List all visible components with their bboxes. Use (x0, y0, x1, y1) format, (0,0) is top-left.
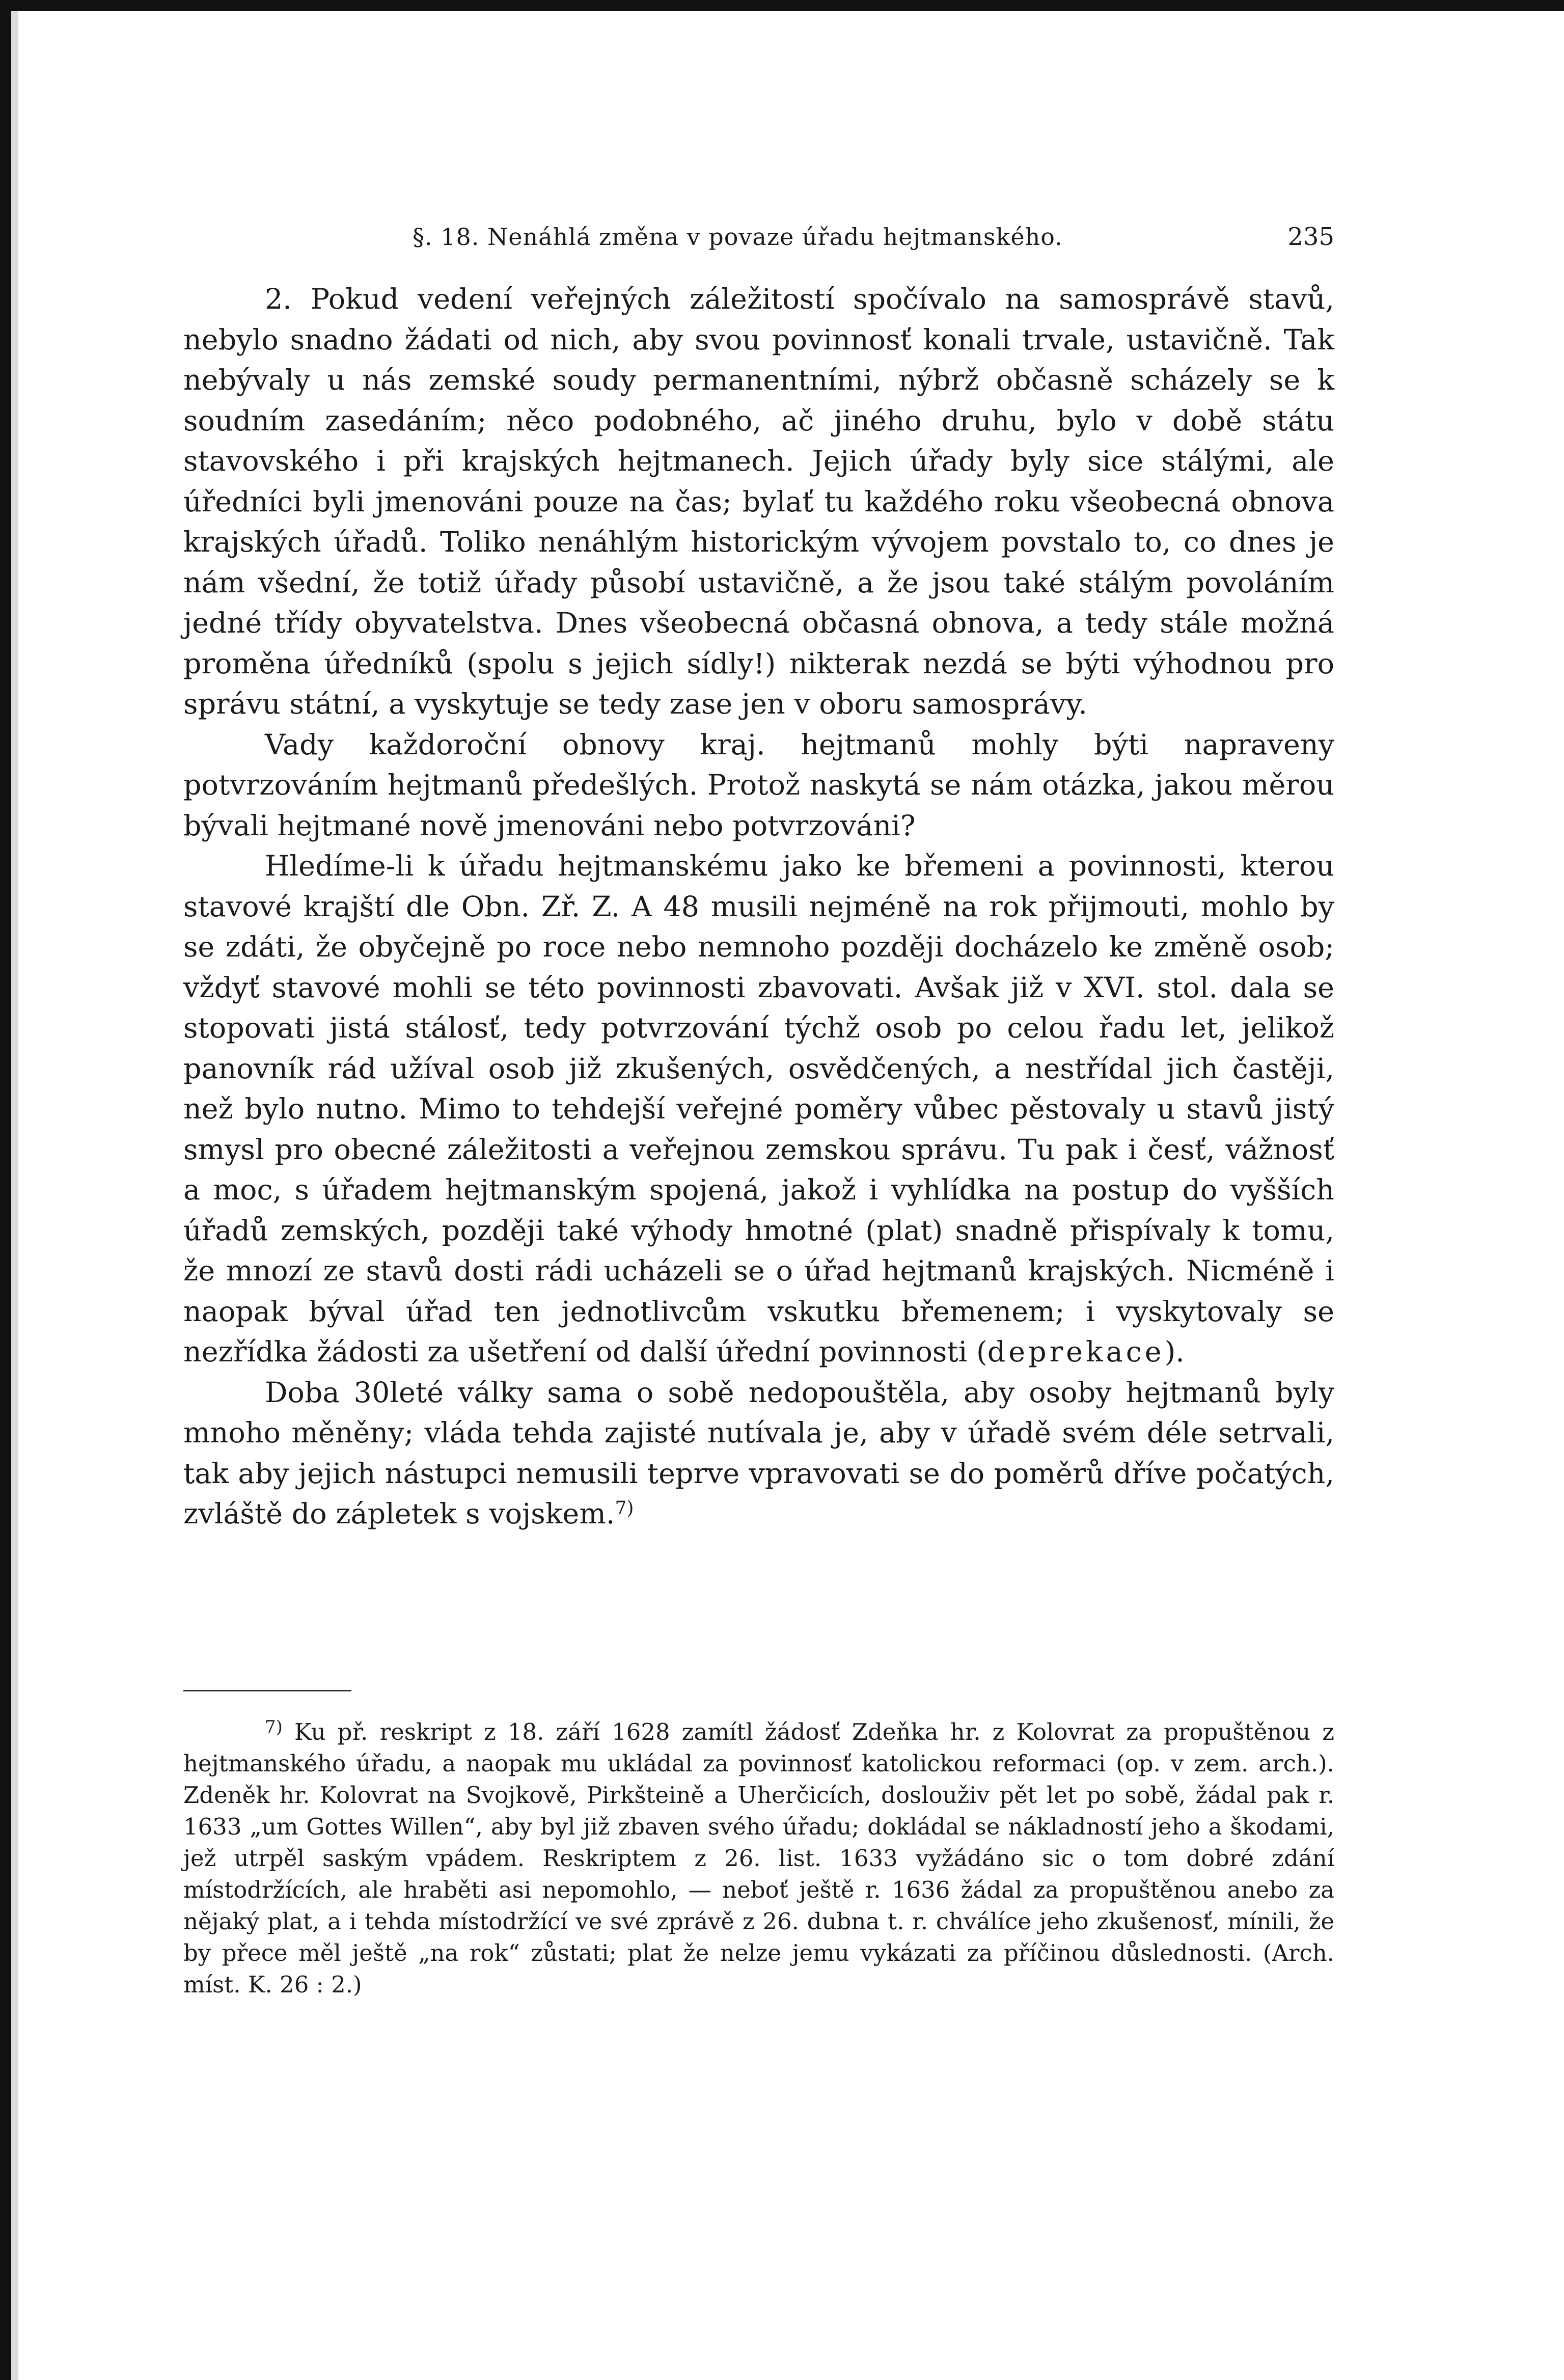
paragraph-1: 2. Pokud vedení veřejných záležitostí spočívalo na samosprávě stavů, nebylo snadno žádati od nich, aby svou povinnosť konali trvale, ustavičně. Tak nebývaly u nás zemské soudy permanentními, nýbrž občasně scházely se k soudním zasedáním; něco podobného, ač jiného druhu, bylo v době státu stavovského i při krajských hejtmanech. Jejich úřady byly sice stálými, ale úředníci byli jmenováni pouze na čas; bylať tu každého roku všeobecná obnova krajských úřadů. Toliko nenáhlým historickým vývojem povstalo to, co dnes je nám všední, že totiž úřady působí ustavičně, a že jsou také stálým povoláním jedné třídy obyvatelstva. Dnes všeobecná občasná obnova, a tedy stále možná proměna úředníků (spolu s jejich sídly!) nikterak nezdá se býti výhodnou pro správu státní, a vyskytuje se tedy zase jen v oboru samosprávy. (183, 283, 1334, 721)
paragraph-3-end: ). (1164, 1335, 1185, 1369)
emphasized-term: deprekace (987, 1335, 1165, 1369)
paragraph-4-text: Doba 30leté války sama o sobě nedopouštěla, aby osoby hejtmanů byly mnoho měněny; vláda tehda zajisté nutívala je, aby v úřadě svém déle setrvali, tak aby jejich nástupci nemusili teprve vpravovati se do poměrů dříve počatých, zvláště do zápletek s vojskem. (183, 1376, 1334, 1530)
footnote (183, 1716, 1334, 2001)
scan-gutter (11, 11, 18, 2380)
footnote-separator (183, 1690, 351, 1691)
body-text (183, 279, 1334, 1535)
footnote-text: Ku př. reskript z 18. září 1628 zamítl žádosť Zdeňka hr. z Kolovrat za propuštěnou z hejtmanského úřadu, a naopak mu ukládal za povinnosť katolickou reformaci (op. v zem. arch.). Zdeněk hr. Kolovrat na Svojkově, Pirkšteině a Uherčicích, doslouživ pět let po sobě, žádal pak r. 1633 „um Gottes Willen“, aby byl již zbaven svého úřadu; dokládal se nákladností jeho a škodami, jež utrpěl saským vpádem. Reskriptem z 26. list. 1633 vyžádáno sic o tom dobré zdání místodržících, ale hraběti asi nepomohlo, — neboť ještě r. 1636 žádal za propuštěnou anebo za nějaký plat, a i tehda místodržící ve své zprávě z 26. dubna t. r. chválíce jeho zkušenosť, mínili, že by přece měl ještě „na rok“ zůstati; plat že nelze jemu vykázati za příčinou důslednosti. (Arch. míst. K. 26 : 2.) (183, 1718, 1334, 1998)
footnote-marker: 7) (265, 1717, 283, 1737)
scan-border-left (0, 0, 11, 2380)
paragraph-4 (183, 1373, 1334, 1535)
paragraph-2: Vady každoroční obnovy kraj. hejtmanů mohly býti napraveny potvrzováním hejtmanů předešlých. Protož naskytá se nám otázka, jakou měrou bývali hejtmané nově jmenováni nebo potvrzováni? (183, 728, 1334, 842)
page-number: 235 (1287, 223, 1334, 251)
scan-border-top (0, 0, 1564, 11)
paragraph-3 (183, 846, 1334, 1373)
running-title: §. 18. Nenáhlá změna v povaze úřadu hejtmanského. (413, 223, 1063, 251)
paragraph-3-text: Hledíme-li k úřadu hejtmanskému jako ke břemeni a povinnosti, kterou stavové krajští dle Obn. Zř. Z. A 48 musili nejméně na rok přijmouti, mohlo by se zdáti, že obyčejně po roce nebo nemnoho později docházelo ke změně osob; vždyť stavové mohli se této povinnosti zbavovati. Avšak již v XVI. stol. dala se stopovati jistá stálosť, tedy potvrzování týchž osob po celou řadu let, jelikož panovník rád užíval osob již zkušených, osvědčených, a nestřídal jich častěji, než bylo nutno. Mimo to tehdejší veřejné poměry vůbec pěstovaly u stavů jistý smysl pro obecné záležitosti a veřejnou zemskou správu. Tu pak i česť, vážnosť a moc, s úřadem hejtmanským spojená, jakož i vyhlídka na postup do vyšších úřadů zemských, později také výhody hmotné (plat) snadně přispívaly k tomu, že mnozí ze stavů dosti rádi ucházeli se o úřad hejtmanů krajských. Nicméně i naopak býval úřad ten jednotlivcům vskutku břemenem; i vyskytovaly se nezřídka žádosti za ušetření od další úřední povinnosti ( (183, 850, 1334, 1369)
running-head (183, 219, 1334, 255)
footnote-reference: 7) (615, 1498, 634, 1519)
